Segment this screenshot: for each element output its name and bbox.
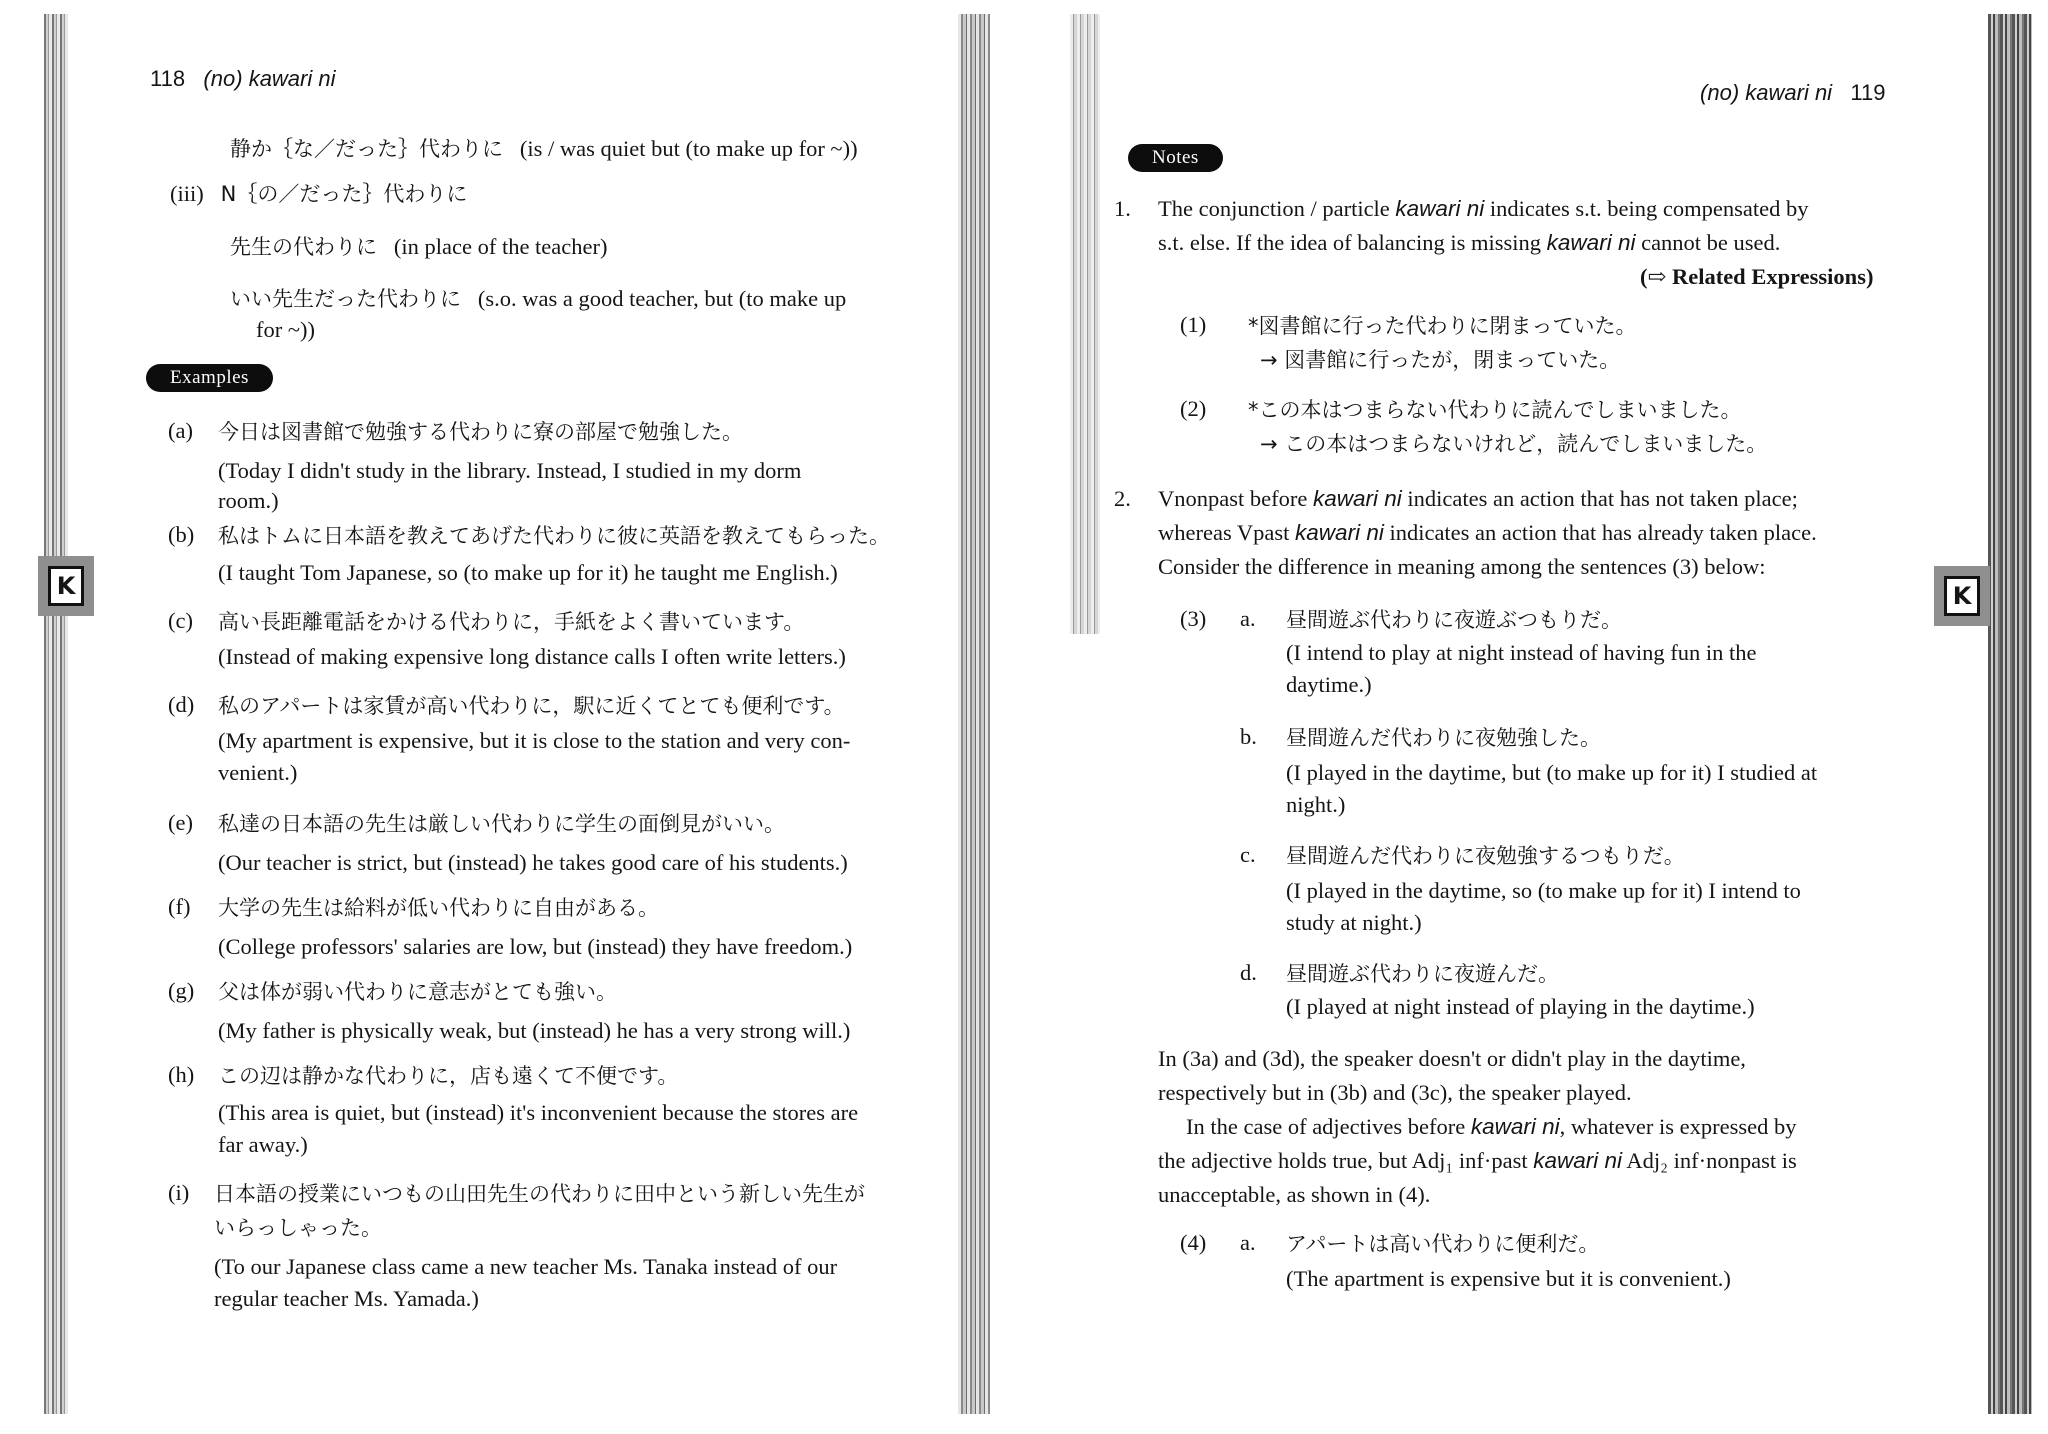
page-gutter-right	[1070, 14, 1100, 634]
page-edge-right	[1988, 14, 2032, 1414]
sub-jp: 昼間遊ぶ代わりに夜遊ぶつもりだ。	[1286, 608, 1622, 632]
example-jp: この辺は静かな代わりに，店も遠くて不便です。	[218, 1064, 679, 1088]
right-page	[1030, 0, 2048, 1434]
note-example-1-incorrect: *図書館に行った代わりに閉まっていた。	[1248, 314, 1637, 338]
form-iii: (iii) N｛の／だった｝代わりに	[170, 181, 468, 206]
sub-en: (I played in the daytime, but (to make up for it) I studied at	[1286, 760, 1818, 785]
thumb-index-tab-right	[1934, 566, 1990, 626]
example-en: (This area is quiet, but (instead) it's inconvenient because the stores are	[218, 1100, 859, 1125]
page-gutter-left	[958, 14, 990, 1414]
example-en: (My father is physically weak, but (instead) he has a very strong will.)	[218, 1018, 851, 1043]
page-number: 119	[1850, 80, 1886, 105]
page-header-right: (no) kawari ni 119	[1700, 80, 1886, 105]
form-good-teacher: いい先生だった代わりに (s.o. was a good teacher, but (to make up	[230, 286, 847, 311]
example-label: (f)	[168, 894, 191, 919]
example-en: (College professors' salaries are low, but (instead) they have freedom.)	[218, 934, 853, 959]
example-label: (h)	[168, 1062, 195, 1087]
note-1-line-1: The conjunction / particle kawari ni indicates s.t. being compensated by	[1158, 196, 1809, 221]
example-jp: 高い長距離電話をかける代わりに，手紙をよく書いています。	[218, 610, 805, 634]
page-number: 118	[150, 66, 186, 91]
sub-en: (I intend to play at night instead of having fun in the	[1286, 640, 1757, 665]
example-jp: 今日は図書館で勉強する代わりに寮の部屋で勉強した。	[218, 420, 743, 444]
header-keyword: kawari ni	[1745, 80, 1833, 105]
sub-en-cont: study at night.)	[1286, 910, 1422, 935]
example-en: (Today I didn't study in the library. Instead, I studied in my dorm	[218, 458, 802, 483]
form-teacher: 先生の代わりに (in place of the teacher)	[230, 234, 608, 259]
example-label: (d)	[168, 692, 195, 717]
thumb-index-letter: K	[48, 566, 84, 606]
note-2-line-2: whereas Vpast kawari ni indicates an action that has already taken place.	[1158, 520, 1817, 545]
note-example-2-incorrect: *この本はつまらない代わりに読んでしまいました。	[1248, 398, 1742, 422]
paragraph-2-line-1: In the case of adjectives before kawari ni, whatever is expressed by	[1186, 1114, 1797, 1139]
note-example-4-label: a.	[1240, 1230, 1256, 1255]
example-label: (i)	[168, 1180, 190, 1205]
example-jp: 大学の先生は給料が低い代わりに自由がある。	[218, 896, 659, 920]
header-no: no	[210, 66, 236, 91]
sub-jp: 昼間遊んだ代わりに夜勉強するつもりだ。	[1286, 844, 1685, 868]
note-example-2-number: (2)	[1180, 396, 1207, 421]
examples-label: Examples	[146, 364, 273, 392]
example-en: (My apartment is expensive, but it is close to the station and very con-	[218, 728, 851, 753]
example-en: (Instead of making expensive long distance calls I often write letters.)	[218, 644, 846, 669]
note-example-4-jp: アパートは高い代わりに便利だ。	[1286, 1232, 1600, 1256]
sub-label: b.	[1240, 724, 1257, 749]
example-en: (Our teacher is strict, but (instead) he takes good care of his students.)	[218, 850, 848, 875]
note-example-1-number: (1)	[1180, 312, 1207, 337]
example-jp: 父は体が弱い代わりに意志がとても強い。	[218, 980, 617, 1004]
example-jp-cont: いらっしゃった。	[214, 1216, 382, 1240]
paragraph-2-line-3: unacceptable, as shown in (4).	[1158, 1182, 1431, 1207]
example-en-cont: regular teacher Ms. Yamada.)	[214, 1286, 479, 1311]
header-keyword: kawari ni	[248, 66, 336, 91]
note-example-2-correct: → この本はつまらないけれど，読んでしまいました。	[1260, 432, 1768, 456]
sub-en: (I played at night instead of playing in the daytime.)	[1286, 994, 1755, 1019]
form-quiet: 静か｛な／だった｝代わりに (is / was quiet but (to make up for ~))	[230, 136, 858, 161]
left-page	[0, 0, 990, 1434]
related-expressions-ref: (⇨ Related Expressions)	[1640, 264, 1874, 289]
note-example-4-en: (The apartment is expensive but it is convenient.)	[1286, 1266, 1731, 1291]
sub-jp: 昼間遊ぶ代わりに夜遊んだ。	[1286, 962, 1559, 986]
note-1-number: 1.	[1114, 196, 1131, 221]
note-2-number: 2.	[1114, 486, 1131, 511]
page-edge-left	[44, 14, 68, 1414]
paragraph-1-line-2: respectively but in (3b) and (3c), the speaker played.	[1158, 1080, 1632, 1105]
sub-en: (I played in the daytime, so (to make up for it) I intend to	[1286, 878, 1801, 903]
example-en-cont: room.)	[218, 488, 279, 513]
example-jp: 私のアパートは家賃が高い代わりに，駅に近くてとても便利です。	[218, 694, 845, 718]
example-label: (e)	[168, 810, 193, 835]
example-en: (I taught Tom Japanese, so (to make up for it) he taught me English.)	[218, 560, 838, 585]
thumb-index-tab-left	[38, 556, 94, 616]
sub-label: d.	[1240, 960, 1257, 985]
sub-en-cont: night.)	[1286, 792, 1346, 817]
note-example-1-correct: → 図書館に行ったが，閉まっていた。	[1260, 348, 1621, 372]
paragraph-1-line-1: In (3a) and (3d), the speaker doesn't or didn't play in the daytime,	[1158, 1046, 1746, 1071]
sub-label: c.	[1240, 842, 1256, 867]
page-header-left: 118 (no) kawari ni	[150, 66, 336, 91]
notes-label: Notes	[1128, 144, 1223, 172]
example-jp: 日本語の授業にいつもの山田先生の代わりに田中という新しい先生が	[214, 1182, 865, 1206]
sub-en-cont: daytime.)	[1286, 672, 1372, 697]
example-en-cont: far away.)	[218, 1132, 308, 1157]
header-no: no	[1707, 80, 1732, 105]
example-en-cont: venient.)	[218, 760, 298, 785]
example-label: (a)	[168, 418, 193, 443]
example-jp: 私達の日本語の先生は厳しい代わりに学生の面倒見がいい。	[218, 812, 785, 836]
note-2-line-3: Consider the difference in meaning among the sentences (3) below:	[1158, 554, 1766, 579]
note-1-line-2: s.t. else. If the idea of balancing is missing kawari ni cannot be used.	[1158, 230, 1781, 255]
paragraph-2-line-2: the adjective holds true, but Adj₁ inf·past kawari ni Adj₂ inf·nonpast is	[1158, 1148, 1797, 1173]
form-good-teacher-cont: for ~))	[256, 317, 316, 342]
example-label: (g)	[168, 978, 195, 1003]
sub-jp: 昼間遊んだ代わりに夜勉強した。	[1286, 726, 1601, 750]
sub-label: a.	[1240, 606, 1256, 631]
note-example-3-number: (3)	[1180, 606, 1207, 631]
note-example-4-number: (4)	[1180, 1230, 1207, 1255]
example-en: (To our Japanese class came a new teacher Ms. Tanaka instead of our	[214, 1254, 838, 1279]
thumb-index-letter: K	[1944, 576, 1980, 616]
example-label: (c)	[168, 608, 193, 633]
example-jp: 私はトムに日本語を教えてあげた代わりに彼に英語を教えてもらった。	[218, 524, 890, 548]
note-2-line-1: Vnonpast before kawari ni indicates an action that has not taken place;	[1158, 486, 1798, 511]
example-label: (b)	[168, 522, 195, 547]
